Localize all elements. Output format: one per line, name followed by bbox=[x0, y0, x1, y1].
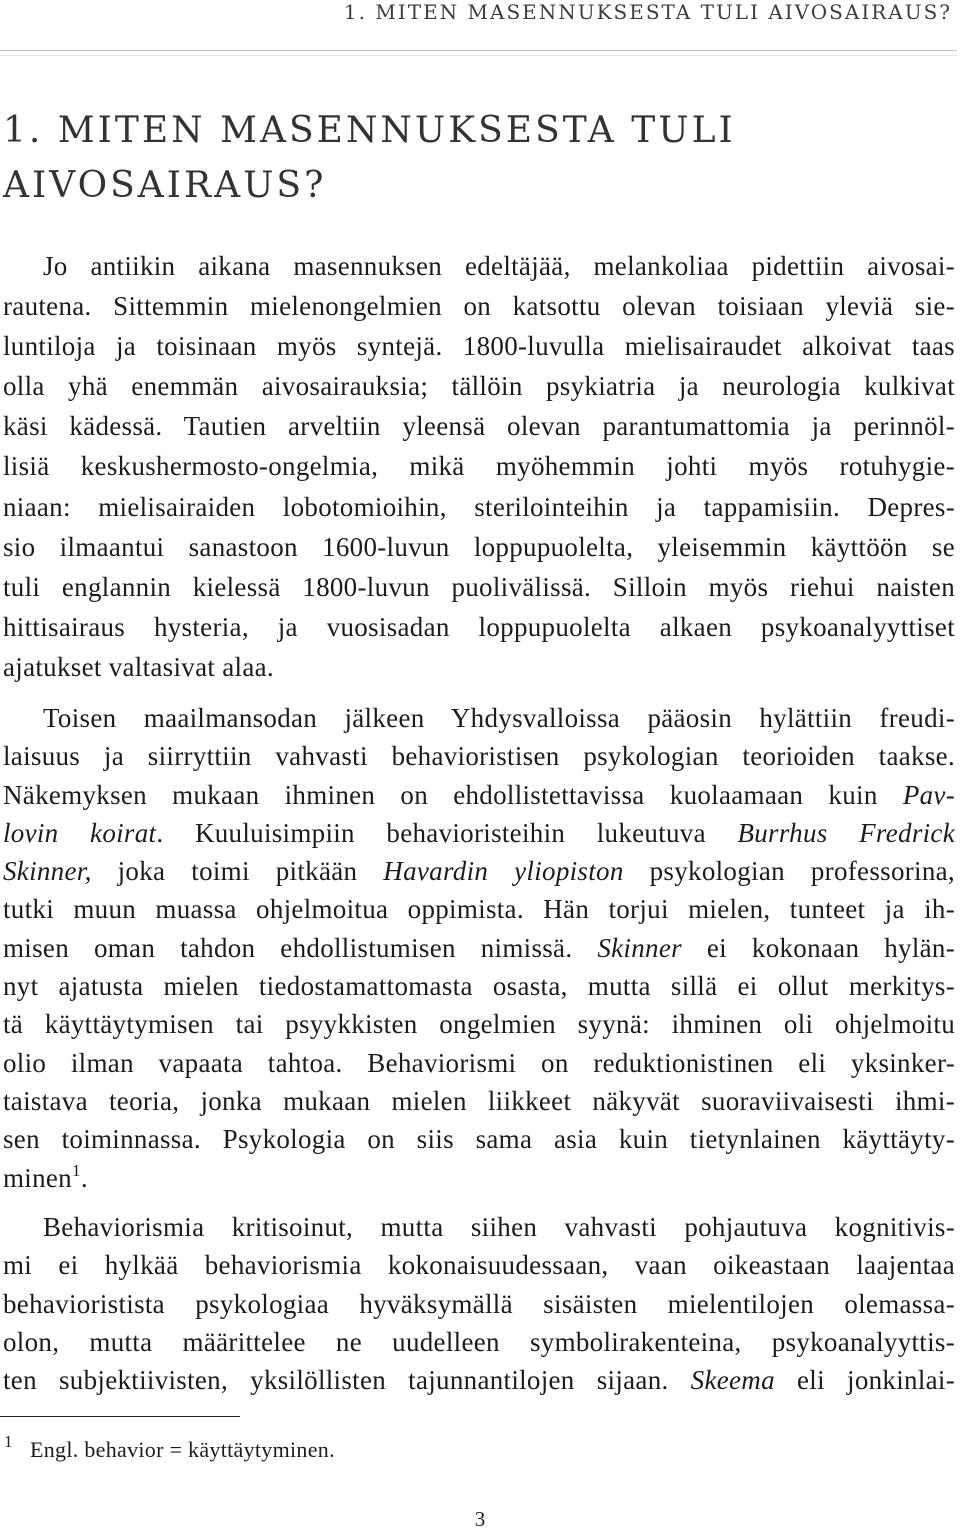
text-line: nyt ajatusta mielen tiedostamattomasta osasta, mutta sillä ei ollut merkitys- bbox=[3, 971, 955, 1002]
text-line: sio ilmaantui sanastoon 1600-luvun loppupuolelta, yleisemmin käyttöön se bbox=[3, 531, 955, 562]
text-line: luntiloja ja toisinaan myös syntejä. 1800-luvulla mielisairaudet alkoivat taas bbox=[3, 331, 955, 362]
text-line: rautena. Sittemmin mielenongelmien on katsottu olevan toisiaan yleviä sie- bbox=[3, 291, 955, 322]
text-run: minen bbox=[3, 1162, 72, 1193]
emphasis: Burrhus Fredrick bbox=[737, 817, 955, 848]
text-line: olla yhä enemmän aivosairauksia; tällöin psykiatria ja neurologia kulkivat bbox=[3, 371, 955, 402]
text-line: tä käyttäytymisen tai psyykkisten ongelmien syynä: ihminen oli ohjelmoitu bbox=[3, 1009, 955, 1040]
text-line: Behaviorismia kritisoinut, mutta siihen vahvasti pohjautuva kognitivis- bbox=[43, 1212, 955, 1242]
text-line bbox=[3, 929, 955, 967]
running-header: 1. MITEN MASENNUKSESTA TULI AIVOSAIRAUS? bbox=[343, 0, 952, 24]
text-line: Jo antiikin aikana masennuksen edeltäjää, melankoliaa pidettiin aivosai- bbox=[43, 251, 955, 281]
text-line: käsi kädessä. Tautien arveltiin yleensä olevan parantumattomia ja perinnöl- bbox=[3, 411, 955, 442]
text-line: lisiä keskushermosto-ongelmia, mikä myöhemmin johti myös rotuhygie- bbox=[3, 451, 955, 482]
text-line: tuli englannin kielessä 1800-luvun puolivälissä. Silloin myös riehui naisten bbox=[3, 571, 955, 602]
text-line bbox=[3, 852, 955, 890]
emphasis: Skeema bbox=[690, 1365, 775, 1396]
text-run: joka toimi pitkään bbox=[91, 856, 384, 887]
text-line: mi ei hylkää behaviorismia kokonaisuudessaan, vaan oikeastaan laajentaa bbox=[3, 1250, 955, 1281]
footnote bbox=[4, 1432, 604, 1472]
text-line: tutki muun muassa ohjelmoitua oppimista. Hän torjui mielen, tunteet ja ih- bbox=[3, 894, 955, 925]
text-run: . bbox=[80, 1162, 88, 1193]
text-run: psykologian professorina, bbox=[623, 856, 955, 887]
emphasis: Pav- bbox=[902, 779, 955, 810]
emphasis: Skinner bbox=[597, 932, 682, 963]
text-line: Toisen maailmansodan jälkeen Yhdysvalloissa pääosin hylättiin freudi- bbox=[43, 703, 955, 733]
text-line: olon, mutta määrittelee ne uudelleen symbolirakenteina, psykoanalyyttis- bbox=[3, 1326, 955, 1357]
emphasis: Havardin yliopiston bbox=[383, 856, 624, 887]
text-run: Näkemyksen mukaan ihminen on ehdollistettavissa kuolaamaan kuin bbox=[3, 779, 903, 810]
text-run: ei kokonaan hylän- bbox=[681, 932, 955, 963]
text-line: niaan: mielisairaiden lobotomioihin, sterilointeihin ja tappamisiin. Depres- bbox=[3, 491, 955, 522]
text-line bbox=[3, 814, 955, 852]
text-line bbox=[3, 776, 955, 814]
text-line: laisuus ja siirryttiin vahvasti behavioristisen psykologian teorioiden taakse. bbox=[3, 741, 955, 772]
chapter-title-line: 1. MITEN MASENNUKSESTA TULI bbox=[3, 110, 736, 151]
page-number: 3 bbox=[474, 1507, 486, 1531]
paragraph bbox=[3, 1208, 955, 1399]
footnote-marker: 1 bbox=[4, 1432, 13, 1451]
footnote-reference: 1 bbox=[72, 1160, 81, 1180]
footnote-text: Engl. behavior = käyttäytyminen. bbox=[30, 1437, 335, 1462]
emphasis: lovin koirat bbox=[3, 817, 157, 848]
chapter-title-line: AIVOSAIRAUS? bbox=[3, 165, 327, 206]
text-line bbox=[3, 1159, 955, 1197]
text-run: misen oman tahdon ehdollistumisen nimissä. bbox=[3, 932, 598, 963]
text-line: sen toiminnassa. Psykologia on siis sama asia kuin tietynlainen käyttäyty- bbox=[3, 1124, 955, 1155]
text-line: ajatukset valtasivat alaa. bbox=[3, 651, 274, 682]
paragraph bbox=[3, 699, 955, 1197]
paragraph bbox=[3, 246, 955, 687]
text-run: ten subjektiivisten, yksilöllisten tajunnantilojen sijaan. bbox=[3, 1365, 691, 1396]
header-rule bbox=[0, 50, 957, 56]
chapter-title bbox=[3, 103, 736, 213]
text-line: hittisairaus hysteria, ja vuosisadan loppupuolelta alkaen psykoanalyyttiset bbox=[3, 611, 955, 642]
text-line bbox=[3, 1361, 955, 1399]
text-run: . Kuuluisimpiin behavioristeihin lukeutuva bbox=[156, 817, 738, 848]
text-run: eli jonkinlai- bbox=[774, 1365, 956, 1396]
text-line: behavioristista psykologiaa hyväksymällä sisäisten mielentilojen olemassa- bbox=[3, 1288, 955, 1319]
text-line: olio ilman vapaata tahtoa. Behaviorismi on reduktionistinen eli yksinker- bbox=[3, 1047, 955, 1078]
text-line: taistava teoria, jonka mukaan mielen liikkeet näkyvät suoraviivaisesti ihmi- bbox=[3, 1085, 955, 1116]
emphasis: Skinner, bbox=[3, 856, 92, 887]
footnote-rule bbox=[0, 1416, 240, 1417]
